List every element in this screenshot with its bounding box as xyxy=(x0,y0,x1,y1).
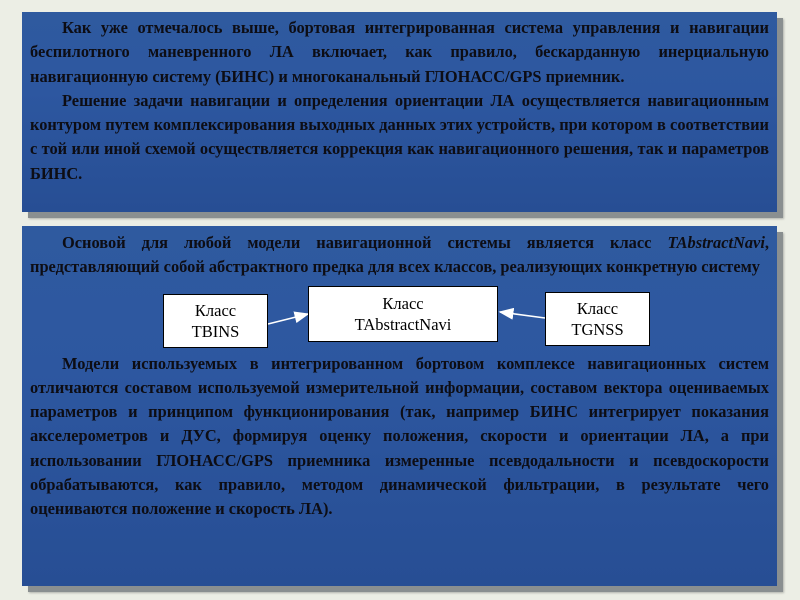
class-box-tabstractnavi-label: Класс xyxy=(382,293,424,313)
class-box-tabstractnavi-name: TAbstractNavi xyxy=(354,314,452,334)
bottom-paragraph-2: Модели используемых в интегрированном бортовом комплексе навигационных систем отличаются составом используемой измерительной информации, составом вектора оцениваемых параметров и принципом функционирования (так, например БИНС интегрирует показания акселерометров и ДУС, формируя оценку положения, скорости и ориентации ЛА, а при использовании ГЛОНАСС/GPS приемника измеренные псевдодальности и псевдоскорости обрабатываются, как правило, методом динамической фильтрации, в результате чего оцениваются положение и скорость ЛА). xyxy=(30,353,769,519)
arrow-tgnss-to-abstract xyxy=(500,312,545,318)
bottom-intro-paragraph xyxy=(30,231,769,280)
intro-prefix: Основой для любой модели навигационной системы является класс xyxy=(62,233,668,252)
top-paragraph-2: Решение задачи навигации и определения ориентации ЛА осуществляется навигационным контуром путем комплексирования выходных данных этих устройств, при котором в соответствии с той или иной схемой осуществляется коррекция как навигационного решения, так и параметров БИНС. xyxy=(30,90,769,183)
class-box-tgnss-label: Класс xyxy=(576,298,619,318)
top-text-panel xyxy=(22,12,777,212)
class-box-tbins-name: TBINS xyxy=(191,321,240,341)
intro-class-name: TAbstractNavi xyxy=(667,233,765,252)
class-box-tgnss-name: TGNSS xyxy=(571,319,624,339)
class-box-tgnss xyxy=(545,292,650,346)
class-hierarchy-diagram xyxy=(30,286,769,348)
top-paragraph-1: Как уже отмечалось выше, бортовая интегрированная система управления и навигации беспилотного маневренного ЛА включает, как правило, бескарданную инерциальную навигационную систему (БИНС) и многоканальный ГЛОНАСС/GPS приемник. xyxy=(30,18,769,86)
class-box-tbins xyxy=(163,294,268,348)
arrow-tbins-to-abstract xyxy=(268,314,308,324)
class-box-tabstractnavi xyxy=(308,286,498,342)
intro-suffix: , представляющий собой абстрактного предка для всех классов, реализующих конкретную систему xyxy=(30,233,769,277)
class-box-tbins-label: Класс xyxy=(194,300,237,320)
bottom-text-panel xyxy=(22,226,777,586)
